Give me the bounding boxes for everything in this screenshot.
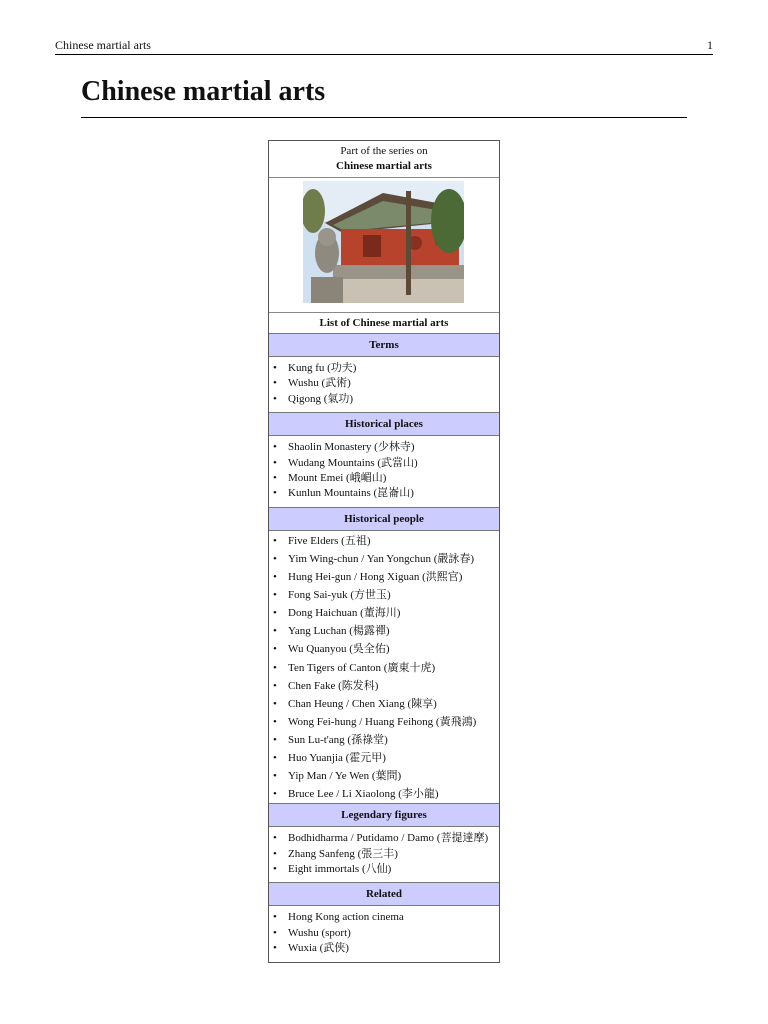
page-number: 1 — [707, 38, 713, 52]
section-title-legendary-figures: Legendary figures — [269, 803, 499, 827]
list-item[interactable]: • Sun Lu-t'ang (孫祿堂) — [269, 731, 499, 749]
list-item[interactable]: • Fong Sai-yuk (方世玉) — [269, 586, 499, 604]
list-item[interactable]: • Wudang Mountains (武當山) — [269, 456, 499, 471]
infobox — [268, 140, 500, 963]
list-item[interactable]: • Bodhidharma / Putidamo / Damo (菩提達摩) — [269, 831, 499, 846]
section-title-historical-people: Historical people — [269, 507, 499, 531]
legendary-figures-list — [269, 827, 499, 882]
section-title-related: Related — [269, 882, 499, 906]
list-item[interactable]: • Yim Wing-chun / Yan Yongchun (嚴詠春) — [269, 550, 499, 568]
list-item[interactable]: • Wushu (武術) — [269, 376, 499, 391]
list-item[interactable]: • Kunlun Mountains (崑崙山) — [269, 486, 499, 501]
list-item[interactable]: • Hung Hei-gun / Hong Xiguan (洪熙官) — [269, 568, 499, 586]
list-item[interactable]: • Wu Quanyou (吳全佑) — [269, 640, 499, 658]
shaolin-temple-photo — [303, 181, 464, 303]
infobox-header — [269, 141, 499, 178]
list-item[interactable]: • Hong Kong action cinema — [269, 910, 499, 925]
list-item[interactable]: • Mount Emei (峨嵋山) — [269, 471, 499, 486]
list-item[interactable]: • Eight immortals (八仙) — [269, 862, 499, 877]
section-title-terms: Terms — [269, 333, 499, 357]
historical-places-list — [269, 436, 499, 507]
infobox-image — [269, 178, 499, 313]
list-item[interactable]: • Wuxia (武俠) — [269, 941, 499, 956]
list-item[interactable]: • Zhang Sanfeng (張三丰) — [269, 847, 499, 862]
running-title: Chinese martial arts — [55, 38, 151, 52]
section-title-historical-places: Historical places — [269, 412, 499, 436]
list-item[interactable]: • Kung fu (功夫) — [269, 361, 499, 376]
list-item[interactable]: • Dong Haichuan (董海川) — [269, 604, 499, 622]
list-item[interactable]: • Wong Fei-hung / Huang Feihong (黃飛鴻) — [269, 713, 499, 731]
list-item[interactable]: • Yang Luchan (楊露禪) — [269, 622, 499, 640]
terms-list — [269, 357, 499, 412]
related-list — [269, 906, 499, 961]
list-item[interactable]: • Wushu (sport) — [269, 926, 499, 941]
list-item[interactable]: • Ten Tigers of Canton (廣東十虎) — [269, 659, 499, 677]
series-title[interactable]: Chinese martial arts — [336, 160, 432, 172]
page-header — [55, 38, 713, 55]
list-item[interactable]: • Huo Yuanjia (霍元甲) — [269, 749, 499, 767]
page-title: Chinese martial arts — [81, 76, 687, 118]
list-item[interactable]: • Chen Fake (陈发科) — [269, 677, 499, 695]
series-prefix: Part of the series on — [340, 145, 428, 157]
historical-people-list — [269, 531, 499, 803]
list-item[interactable]: • Yip Man / Ye Wen (葉問) — [269, 767, 499, 785]
list-item[interactable]: • Chan Heung / Chen Xiang (陳享) — [269, 695, 499, 713]
list-item[interactable]: • Qigong (氣功) — [269, 392, 499, 407]
list-item[interactable]: • Bruce Lee / Li Xiaolong (李小龍) — [269, 785, 499, 803]
list-item[interactable]: • Five Elders (五祖) — [269, 532, 499, 550]
list-item[interactable]: • Shaolin Monastery (少林寺) — [269, 440, 499, 455]
list-link[interactable]: List of Chinese martial arts — [319, 317, 449, 329]
